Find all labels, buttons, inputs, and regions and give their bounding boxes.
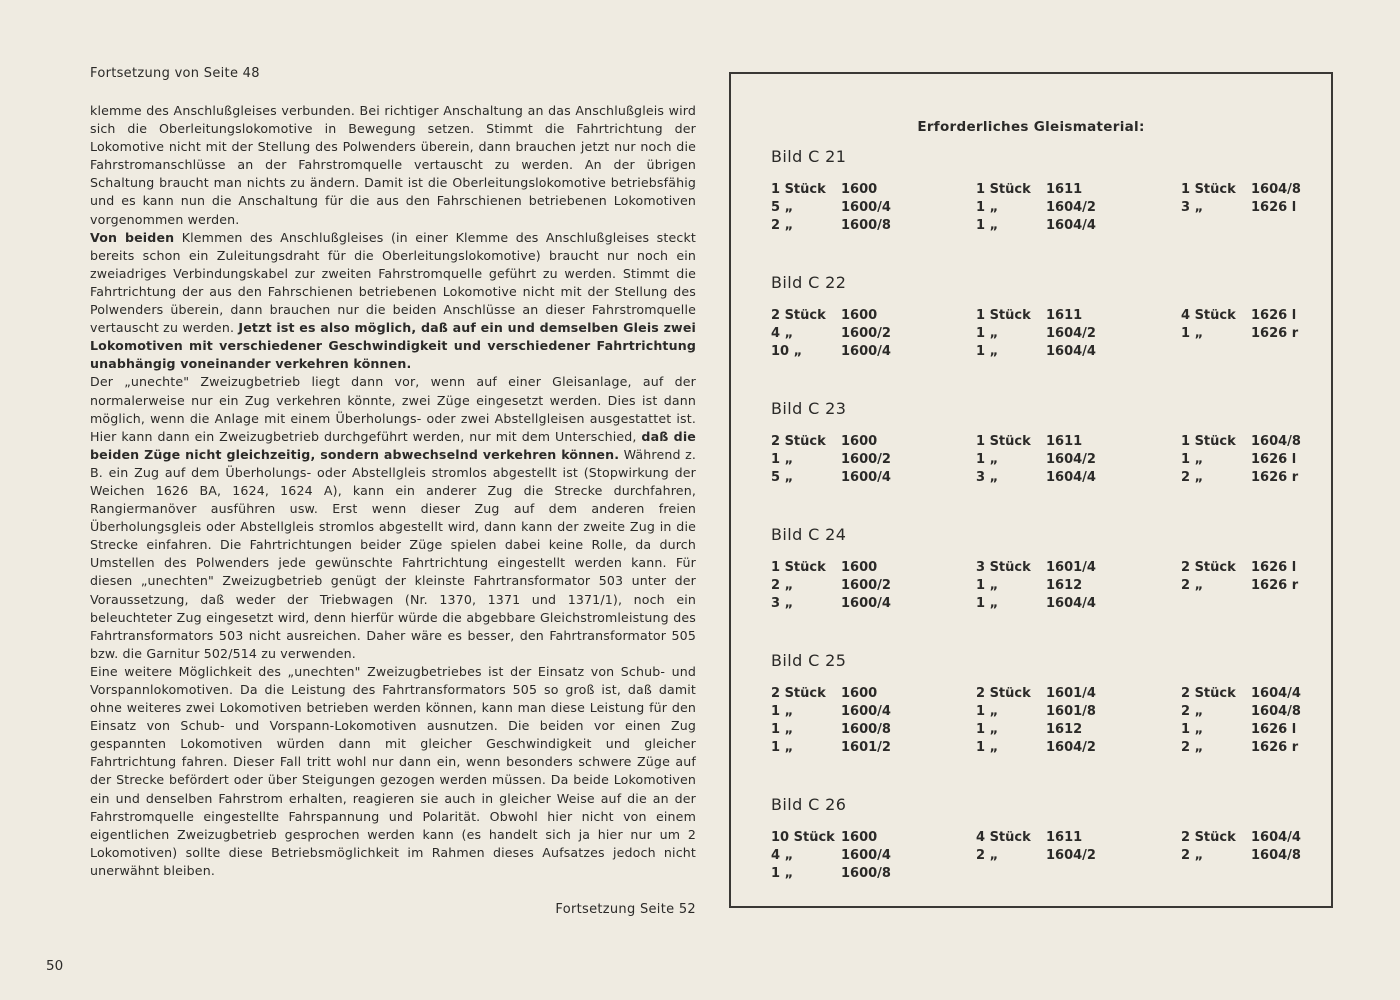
material-quantity: 2 „ — [1181, 470, 1204, 485]
material-row — [976, 433, 1126, 451]
material-quantity: 1 „ — [976, 344, 999, 359]
material-row — [976, 451, 1126, 469]
paragraph-2-text: Klemmen des Anschlußgleises (in einer Klemme des Anschlußgleises steckt bereits schon ein Zuleitungsdraht für die Oberleitungslokomotive) braucht nur noch ein zweiadriges Verbindungskabel zur zweiten Fahrstromquelle geführt zu werden. Stimmt die Fahrtrichtung der aus den Fahrschienen betriebenen Lokomotive nicht mit der Stellung des Polwenders überein, dann brauchen nur die beiden Anschlüsse an dieser Fahrstromquelle vertauscht zu werden. — [90, 229, 696, 336]
material-row — [976, 703, 1126, 721]
material-row — [1181, 451, 1331, 469]
material-quantity: 1 „ — [976, 740, 999, 755]
paragraph-3 — [90, 373, 696, 663]
material-column — [1181, 559, 1331, 595]
material-quantity: 3 Stück — [976, 560, 1031, 575]
material-quantity: 1 Stück — [1181, 182, 1236, 197]
material-quantity: 3 „ — [1181, 200, 1204, 215]
material-row — [1181, 847, 1331, 865]
material-quantity: 1 „ — [976, 722, 999, 737]
material-column — [976, 433, 1126, 487]
material-quantity: 2 „ — [1181, 704, 1204, 719]
material-part-number: 1604/4 — [1046, 596, 1096, 611]
material-quantity: 1 „ — [976, 452, 999, 467]
material-row — [771, 829, 921, 847]
paragraph-4: Eine weitere Möglichkeit des „unechten" Zweizugbetriebes ist der Einsatz von Schub- und Vorspannlokomotiven. Da die Leistung des Fahrtransformators 505 so groß ist, daß damit ohne weiteres zwei Lokomotiven betrieben werden können, kann man diese Leistung für den Einsatz von Schub- und Vorspann-Lokomotiven ausnutzen. Die beiden vor einen Zug gespannten Lokomotiven würden dann mit gleicher Geschwindigkeit und gleicher Fahrtrichtung fahren. Dieser Fall tritt wohl nur dann ein, wenn besonders schwere Züge auf der Strecke befördert oder über Steigungen gezogen werden müssen. Da beide Lokomotiven ein und denselben Fahrstrom erhalten, reagieren sie auch in gleicher Weise auf die an der Fahrstromquelle eingestellte Fahrspannung und Polarität. Obwohl hier nicht von einem eigentlichen Zweizugbetrieb gesprochen werden kann (es handelt sich ja hier nur um 2 Lokomotiven) sollte diese Betriebsmöglichkeit im Rahmen dieses Aufsatzes jedoch nicht unerwähnt bleiben. — [90, 663, 696, 878]
paragraph-3-text: Der „unechte" Zweizugbetrieb liegt dann vor, wenn auf einer Gleisanlage, auf der normalerweise nur ein Zug verkehren könnte, zwei Züge eingesetzt werden. Dies ist dann möglich, wenn die Anlage mit einem Überholungs- oder zwei Abstellgleisen ausgestattet ist. Hier kann dann ein Zweizugbetrieb durchgeführt werden, nur mit dem Unterschied, — [90, 374, 696, 444]
material-row — [1181, 721, 1331, 739]
material-row — [771, 307, 921, 325]
material-part-number: 1604/2 — [1046, 848, 1096, 863]
material-part-number: 1626 r — [1251, 326, 1299, 341]
material-part-number: 1604/4 — [1046, 470, 1096, 485]
material-quantity: 4 Stück — [976, 830, 1031, 845]
material-part-number: 1601/8 — [1046, 704, 1096, 719]
material-quantity: 2 Stück — [771, 308, 826, 323]
material-quantity: 1 „ — [771, 452, 794, 467]
material-part-number: 1626 l — [1251, 452, 1297, 467]
material-quantity: 2 „ — [1181, 578, 1204, 593]
material-part-number: 1600/2 — [841, 452, 891, 467]
material-row — [1181, 199, 1331, 217]
material-row — [976, 217, 1126, 235]
material-quantity: 10 „ — [771, 344, 803, 359]
material-row — [976, 595, 1126, 613]
material-part-number: 1600/4 — [841, 704, 891, 719]
material-row — [976, 577, 1126, 595]
material-quantity: 5 „ — [771, 470, 794, 485]
material-part-number: 1604/8 — [1251, 182, 1301, 197]
material-quantity: 10 Stück — [771, 830, 835, 845]
material-column — [1181, 181, 1331, 217]
material-part-number: 1604/2 — [1046, 200, 1096, 215]
material-quantity: 1 „ — [771, 866, 794, 881]
material-quantity: 1 „ — [771, 722, 794, 737]
material-column — [771, 307, 921, 361]
page-number: 50 — [46, 958, 64, 974]
material-row — [1181, 181, 1331, 199]
material-quantity: 2 Stück — [1181, 830, 1236, 845]
material-row — [771, 181, 921, 199]
material-part-number: 1600/4 — [841, 200, 891, 215]
material-part-number: 1626 l — [1251, 722, 1297, 737]
material-column — [976, 307, 1126, 361]
material-row — [1181, 325, 1331, 343]
material-part-number: 1626 r — [1251, 578, 1299, 593]
material-part-number: 1600/8 — [841, 722, 891, 737]
material-row — [771, 685, 921, 703]
continued-from-note: Fortsetzung von Seite 48 — [90, 66, 260, 81]
paragraph-2-bold-end: Jetzt ist es also möglich, daß auf ein und demselben Gleis zwei Lokomotiven mit verschiedener Geschwindigkeit und verschiedener Fahrtrichtung unabhängig voneinander verkehren können. — [90, 320, 696, 372]
material-row — [771, 325, 921, 343]
material-part-number: 1600/4 — [841, 848, 891, 863]
material-quantity: 2 Stück — [976, 686, 1031, 701]
material-row — [1181, 469, 1331, 487]
material-part-number: 1604/8 — [1251, 434, 1301, 449]
material-quantity: 2 „ — [976, 848, 999, 863]
track-material-box — [729, 72, 1333, 908]
material-row — [1181, 577, 1331, 595]
material-row — [771, 343, 921, 361]
material-column — [976, 181, 1126, 235]
material-part-number: 1611 — [1046, 182, 1083, 197]
material-row — [976, 325, 1126, 343]
material-part-number: 1600/4 — [841, 344, 891, 359]
material-quantity: 4 „ — [771, 326, 794, 341]
material-column — [976, 559, 1126, 613]
material-part-number: 1600/8 — [841, 218, 891, 233]
article-text — [90, 102, 696, 880]
material-part-number: 1600 — [841, 434, 878, 449]
material-row — [771, 721, 921, 739]
material-part-number: 1604/4 — [1251, 830, 1301, 845]
material-quantity: 3 „ — [771, 596, 794, 611]
material-part-number: 1600 — [841, 830, 878, 845]
material-column — [1181, 307, 1331, 343]
material-part-number: 1600/8 — [841, 866, 891, 881]
material-quantity: 2 „ — [1181, 848, 1204, 863]
material-column — [976, 685, 1126, 757]
paragraph-3-text-2: Während z. B. ein Zug auf dem Überholungs- oder Abstellgleis stromlos abgestellt ist (Stopwirkung der Weichen 1626 BA, 1624, 1624 A), kann ein anderer Zug die Strecke durchfahren, Rangiermanöver ausführen usw. Erst wenn dieser Zug auf dem anderen freien Überholungsgleis oder Abstellgleis stromlos abgestellt wird, dann kann der zweite Zug in die Strecke einfahren. Die Fahrtrichtungen beider Züge spielen dabei keine Rolle, da durch Umstellen des Polwenders jede gewünschte Fahrtrichtung eingestellt werden kann. Für diesen „unechten" Zweizugbetrieb genügt der kleinste Fahrtransformator 503 unter der Voraussetzung, daß weder der Triebwagen (Nr. 1370, 1371 und 1371/1), noch ein beleuchteter Zug eingesetzt wird, denn hierfür würde die abgebbare Gleichstromleistung des Fahrtransformators 503 nicht ausreichen. Daher wäre es besser, den Fahrtransformator 505 bzw. die Garnitur 502/514 zu verwenden. — [90, 446, 696, 661]
material-row — [1181, 433, 1331, 451]
material-quantity: 2 „ — [771, 578, 794, 593]
material-part-number: 1612 — [1046, 578, 1083, 593]
material-part-number: 1604/2 — [1046, 326, 1096, 341]
material-part-number: 1604/8 — [1251, 848, 1301, 863]
material-part-number: 1626 l — [1251, 200, 1297, 215]
material-quantity: 1 „ — [1181, 326, 1204, 341]
material-part-number: 1600 — [841, 308, 878, 323]
figure-title: Bild C 21 — [771, 147, 847, 166]
material-quantity: 3 „ — [976, 470, 999, 485]
material-part-number: 1604/2 — [1046, 740, 1096, 755]
material-row — [1181, 829, 1331, 847]
material-part-number: 1604/4 — [1046, 344, 1096, 359]
material-quantity: 2 Stück — [771, 434, 826, 449]
paragraph-1: klemme des Anschlußgleises verbunden. Bei richtiger Anschaltung an das Anschlußgleis wird sich die Oberleitungslokomotive in Bewegung setzen. Stimmt die Fahrtrichtung der Lokomotive nicht mit der Stellung des Polwenders überein, dann brauchen jetzt nur noch die Fahrstromanschlüsse an der Fahrstromquelle vertauscht zu werden. An der übrigen Schaltung braucht man nichts zu ändern. Damit ist die Oberleitungslokomotive betriebsfähig und es kann nun die Anschaltung für die aus den Fahrschienen betriebenen Lokomotiven vorgenommen werden. — [90, 103, 696, 227]
material-row — [976, 469, 1126, 487]
material-row — [771, 199, 921, 217]
material-quantity: 1 „ — [976, 704, 999, 719]
material-part-number: 1600/2 — [841, 326, 891, 341]
material-quantity: 1 Stück — [976, 308, 1031, 323]
material-row — [771, 217, 921, 235]
paragraph-3-bold: daß die beiden Züge nicht gleichzeitig, sondern abwechselnd verkehren können. — [90, 428, 696, 462]
material-row — [976, 181, 1126, 199]
material-quantity: 2 Stück — [1181, 686, 1236, 701]
material-row — [1181, 307, 1331, 325]
material-quantity: 1 Stück — [976, 182, 1031, 197]
material-part-number: 1601/4 — [1046, 560, 1096, 575]
material-quantity: 1 Stück — [1181, 434, 1236, 449]
material-quantity: 1 „ — [771, 740, 794, 755]
material-part-number: 1626 r — [1251, 740, 1299, 755]
material-quantity: 1 „ — [976, 596, 999, 611]
material-title: Erforderliches Gleismaterial: — [917, 119, 1145, 135]
material-quantity: 1 „ — [976, 200, 999, 215]
material-row — [976, 685, 1126, 703]
material-part-number: 1626 l — [1251, 308, 1297, 323]
figure-title: Bild C 22 — [771, 273, 847, 292]
material-part-number: 1604/2 — [1046, 452, 1096, 467]
material-column — [771, 559, 921, 613]
material-column — [976, 829, 1126, 865]
material-quantity: 2 „ — [1181, 740, 1204, 755]
material-quantity: 4 „ — [771, 848, 794, 863]
material-part-number: 1600/2 — [841, 578, 891, 593]
material-part-number: 1626 l — [1251, 560, 1297, 575]
material-part-number: 1604/4 — [1046, 218, 1096, 233]
material-row — [771, 451, 921, 469]
material-part-number: 1611 — [1046, 830, 1083, 845]
material-quantity: 1 „ — [771, 704, 794, 719]
material-row — [976, 343, 1126, 361]
material-quantity: 1 „ — [976, 578, 999, 593]
material-quantity: 1 „ — [976, 326, 999, 341]
figure-title: Bild C 24 — [771, 525, 847, 544]
material-quantity: 4 Stück — [1181, 308, 1236, 323]
material-quantity: 5 „ — [771, 200, 794, 215]
figure-title: Bild C 25 — [771, 651, 847, 670]
material-column — [771, 685, 921, 757]
material-part-number: 1604/8 — [1251, 704, 1301, 719]
material-row — [976, 559, 1126, 577]
material-part-number: 1611 — [1046, 308, 1083, 323]
material-row — [976, 199, 1126, 217]
material-quantity: 1 „ — [1181, 722, 1204, 737]
material-row — [771, 433, 921, 451]
material-part-number: 1626 r — [1251, 470, 1299, 485]
material-column — [771, 181, 921, 235]
material-column — [771, 829, 921, 883]
material-quantity: 1 „ — [976, 218, 999, 233]
material-column — [771, 433, 921, 487]
material-row — [771, 577, 921, 595]
paragraph-2-bold-start: Von beiden — [90, 229, 175, 245]
material-part-number: 1601/4 — [1046, 686, 1096, 701]
material-quantity: 2 Stück — [1181, 560, 1236, 575]
material-column — [1181, 829, 1331, 865]
material-column — [1181, 433, 1331, 487]
material-row — [771, 469, 921, 487]
material-part-number: 1600/4 — [841, 596, 891, 611]
material-row — [976, 847, 1126, 865]
material-row — [771, 703, 921, 721]
figure-title: Bild C 23 — [771, 399, 847, 418]
material-column — [1181, 685, 1331, 757]
paragraph-2 — [90, 229, 696, 374]
material-part-number: 1601/2 — [841, 740, 891, 755]
material-row — [1181, 739, 1331, 757]
material-row — [976, 307, 1126, 325]
material-quantity: 1 Stück — [976, 434, 1031, 449]
figure-title: Bild C 26 — [771, 795, 847, 814]
material-row — [771, 559, 921, 577]
material-row — [771, 847, 921, 865]
material-part-number: 1600 — [841, 686, 878, 701]
material-quantity: 2 Stück — [771, 686, 826, 701]
material-quantity: 1 Stück — [771, 560, 826, 575]
material-part-number: 1604/4 — [1251, 686, 1301, 701]
material-row — [1181, 559, 1331, 577]
material-row — [771, 739, 921, 757]
continued-on-note: Fortsetzung Seite 52 — [555, 902, 696, 917]
material-quantity: 2 „ — [771, 218, 794, 233]
material-quantity: 1 Stück — [771, 182, 826, 197]
material-row — [1181, 685, 1331, 703]
material-quantity: 1 „ — [1181, 452, 1204, 467]
material-row — [771, 595, 921, 613]
material-part-number: 1600 — [841, 182, 878, 197]
material-row — [771, 865, 921, 883]
material-row — [976, 721, 1126, 739]
material-part-number: 1600/4 — [841, 470, 891, 485]
material-row — [976, 739, 1126, 757]
material-part-number: 1600 — [841, 560, 878, 575]
material-row — [1181, 703, 1331, 721]
material-part-number: 1611 — [1046, 434, 1083, 449]
material-row — [976, 829, 1126, 847]
material-part-number: 1612 — [1046, 722, 1083, 737]
